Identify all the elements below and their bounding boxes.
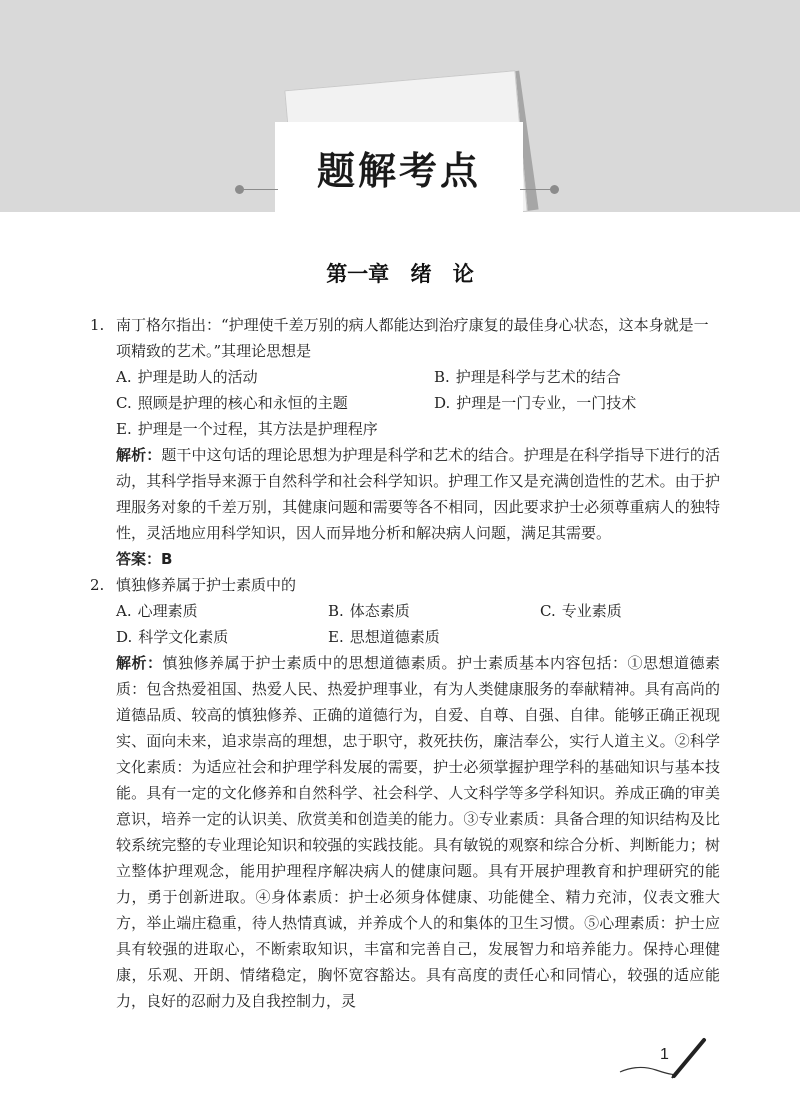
analysis bbox=[116, 442, 720, 546]
option-d: D. 科学文化素质 bbox=[116, 628, 229, 646]
options-list bbox=[116, 598, 720, 650]
option-c: C. 照顾是护理的核心和永恒的主题 bbox=[116, 394, 348, 412]
option-c: C. 专业素质 bbox=[540, 602, 622, 620]
question-number: 1. bbox=[90, 316, 105, 334]
question-text: 南丁格尔指出：“护理使千差万别的病人都能达到治疗康复的最佳身心状态，这本身就是一项精致的艺术。”其理论思想是 bbox=[116, 316, 709, 360]
option-a: A. 护理是助人的活动 bbox=[116, 368, 258, 386]
option-e: E. 思想道德素质 bbox=[328, 628, 440, 646]
analysis-text: 题干中这句话的理论思想为护理是科学和艺术的结合。护理是在科学指导下进行的活动，其科学指导来源于自然科学和社会科学知识。护理工作又是充满创造性的艺术。由于护理服务对象的千差万别，其健康问题和需要等各不相同，因此要求护士必须尊重病人的独特性，灵活地应用科学知识，因人而异地分析和解决病人问题，满足其需要。 bbox=[116, 446, 720, 542]
questions-body bbox=[90, 312, 720, 1014]
question-stem bbox=[90, 572, 720, 598]
option-b: B. 体态素质 bbox=[328, 602, 410, 620]
answer-label: 答案： bbox=[116, 550, 162, 568]
question-stem bbox=[90, 312, 720, 364]
option-a: A. 心理素质 bbox=[116, 602, 198, 620]
banner-divider-left bbox=[242, 189, 278, 190]
option-d: D. 护理是一门专业，一门技术 bbox=[434, 394, 637, 412]
banner-dot-left bbox=[235, 185, 244, 194]
analysis-label: 解析： bbox=[116, 446, 162, 464]
chapter-title: 第一章 绪 论 bbox=[326, 262, 474, 286]
section-title: 题解考点 bbox=[316, 149, 481, 193]
analysis bbox=[116, 650, 720, 1014]
answer-value: B bbox=[161, 550, 173, 568]
question-number: 2. bbox=[90, 576, 105, 594]
page-number: 1 bbox=[660, 1046, 669, 1063]
answer bbox=[116, 546, 720, 572]
options-list bbox=[116, 364, 720, 442]
question-text: 慎独修养属于护士素质中的 bbox=[116, 576, 297, 594]
option-e: E. 护理是一个过程，其方法是护理程序 bbox=[116, 420, 378, 438]
question-2 bbox=[90, 572, 720, 1014]
banner-dot-right bbox=[550, 185, 559, 194]
analysis-text: 慎独修养属于护士素质中的思想道德素质。护士素质基本内容包括：①思想道德素质：包含热爱祖国、热爱人民、热爱护理事业，有为人类健康服务的奉献精神。具有高尚的道德品质、较高的慎独修养、正确的道德行为，自爱、自尊、自强、自律。能够正确正视现实、面向未来，追求崇高的理想，忠于职守，救死扶伤，廉洁奉公，实行人道主义。②科学文化素质：为适应社会和护理学科发展的需要，护士必须掌握护理学科的基础知识与基本技能。具有一定的文化修养和自然科学、社会科学、人文科学等多学科知识。养成正确的审美意识，培养一定的认识美、欣赏美和创造美的能力。③专业素质：具备合理的知识结构及比较系统完整的专业理论知识和较强的实践技能。具有敏锐的观察和综合分析、判断能力；树立整体护理观念，能用护理程序解决病人的健康问题。具有开展护理教育和护理研究的能力，勇于创新进取。④身体素质：护士必须身体健康、功能健全、精力充沛，仪表文雅大方，举止端庄稳重，待人热情真诚，并养成个人的和集体的卫生习惯。⑤心理素质：护士应具有较强的进取心，不断索取知识，丰富和完善自己，发展智力和培养能力。保持心理健康，乐观、开朗、情绪稳定，胸怀宽容豁达。具有高度的责任心和同情心，较强的适应能力，良好的忍耐力及自我控制力，灵 bbox=[116, 654, 720, 1010]
analysis-label: 解析： bbox=[116, 654, 163, 672]
question-1 bbox=[90, 312, 720, 572]
option-b: B. 护理是科学与艺术的结合 bbox=[434, 368, 621, 386]
chapter-banner bbox=[0, 0, 800, 212]
